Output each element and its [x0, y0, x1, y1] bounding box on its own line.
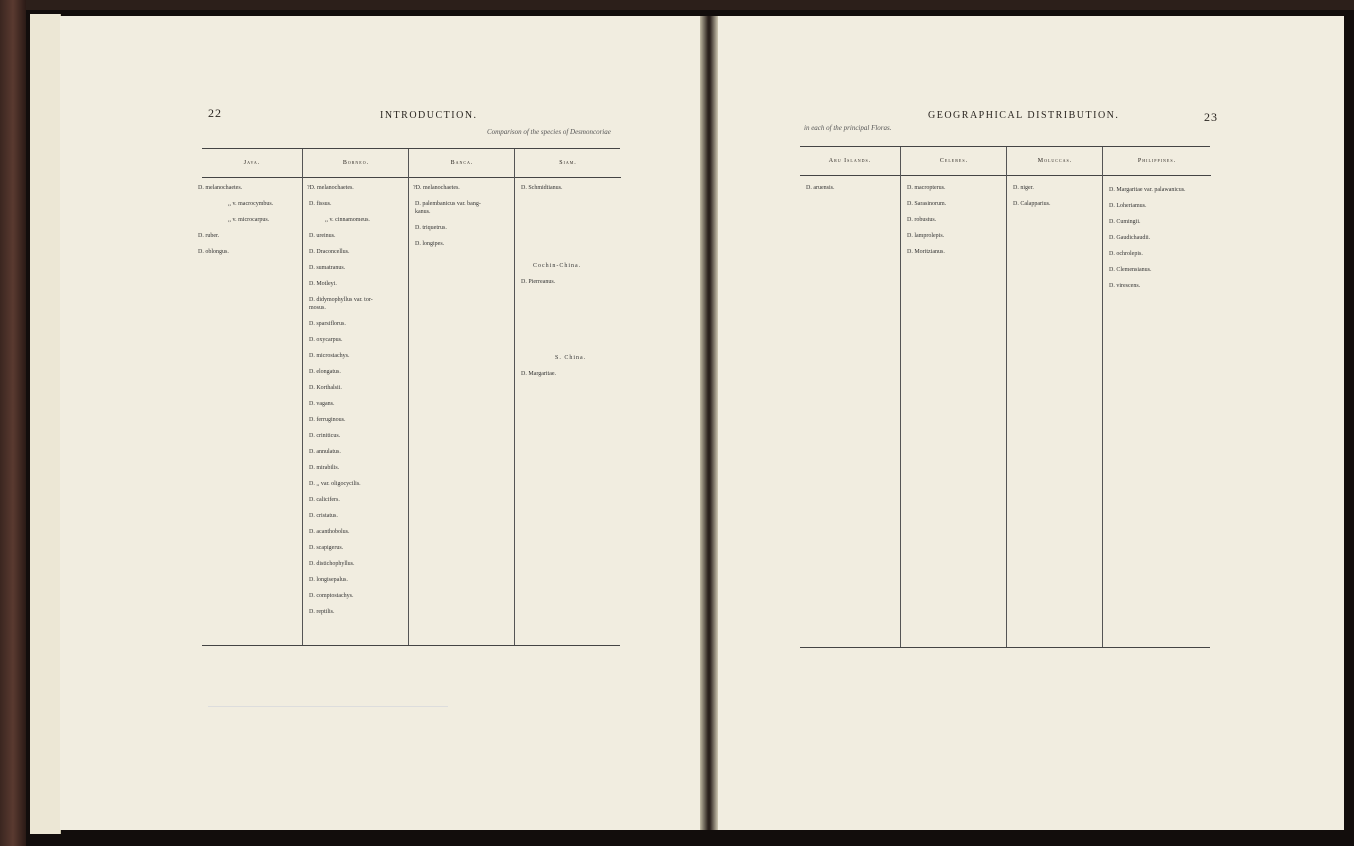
column-header: Borneo. [303, 149, 409, 178]
binding-spine-left [0, 0, 26, 846]
species-entry: D. scapigerus. [309, 545, 344, 551]
species-entry: D. sumatranus. [309, 265, 346, 271]
region-subheading: Cochin-China. [533, 263, 582, 269]
species-entry: D. Pierreanus. [521, 279, 556, 285]
species-entry: D. elongatus. [309, 369, 341, 375]
species-entry: D. ferruginous. [309, 417, 346, 423]
column-siam [514, 149, 621, 645]
column-header: Java. [202, 149, 302, 178]
page-number: 22 [208, 106, 222, 120]
column-header: Banca. [409, 149, 515, 178]
right-page [718, 16, 1344, 830]
species-entry: D. Moritzianus. [907, 249, 945, 255]
species-entry: D. Calapparius. [1013, 201, 1051, 207]
faint-rule [208, 706, 448, 707]
column-header: Moluccas. [1007, 147, 1103, 176]
species-entry: D. Motleyi. [309, 281, 337, 287]
column-philippines [1102, 147, 1211, 647]
column-aru-islands [800, 147, 900, 647]
species-entry: D. criniticus. [309, 433, 341, 439]
species-entry: D. oblongus. [198, 249, 229, 255]
species-entry: D. virescens. [1109, 283, 1141, 289]
species-entry: D. Cumingii. [1109, 219, 1141, 225]
species-entry: D. oxycarpus. [309, 337, 343, 343]
column-borneo [302, 149, 409, 645]
column-moluccas [1006, 147, 1103, 647]
page-number: 23 [1204, 110, 1218, 124]
species-entry: D. ochrolepis. [1109, 251, 1143, 257]
species-entry: ?D. melanochaetes. [307, 185, 354, 191]
running-head: GEOGRAPHICAL DISTRIBUTION. [928, 110, 1120, 121]
species-entry: D. Gaudichaudii. [1109, 235, 1151, 241]
running-head: INTRODUCTION. [380, 110, 478, 121]
species-entry: D. distichophyllus. [309, 561, 355, 567]
table-caption: in each of the principal Floras. [804, 124, 892, 132]
species-entry: D. melanochaetes. [198, 185, 243, 191]
column-celebes [900, 147, 1007, 647]
column-header: Siam. [515, 149, 621, 178]
species-entry: D. vagans. [309, 401, 335, 407]
species-entry: D. Margaritae. [521, 371, 557, 377]
species-entry: D. Loheriamus. [1109, 203, 1147, 209]
species-entry: ,, v. microcarpus. [228, 217, 270, 223]
book-gutter [700, 16, 718, 830]
species-entry: D. ureinus. [309, 233, 336, 239]
species-entry: D. lamprolepis. [907, 233, 945, 239]
species-entry: D. reptilis. [309, 609, 335, 615]
species-entry: D. triquetrus. [415, 225, 447, 231]
species-entry: D. aruensis. [806, 185, 835, 191]
species-entry: kanus. [415, 209, 431, 215]
species-table [800, 146, 1210, 648]
species-entry: D. longisepalus. [309, 577, 348, 583]
species-entry: D. cristatus. [309, 513, 338, 519]
species-entry: D. Schmidtianus. [521, 185, 563, 191]
species-entry: D. acanthobolus. [309, 529, 350, 535]
species-entry: ,, v. cinnamomeus. [325, 217, 370, 223]
species-entry: ,, v. macrocymbus. [228, 201, 274, 207]
species-entry: D. palembanicus var. bang- [415, 201, 481, 207]
species-entry: D. ,, var. oligocycilis. [309, 481, 361, 487]
species-entry: D. niger. [1013, 185, 1034, 191]
species-entry: D. Draconcellus. [309, 249, 350, 255]
column-header: Celebes. [901, 147, 1007, 176]
species-entry: D. fissus. [309, 201, 332, 207]
left-page [60, 16, 700, 830]
region-subheading: S. China. [555, 355, 587, 361]
column-banca [408, 149, 515, 645]
species-entry: D. comptostachys. [309, 593, 354, 599]
species-entry: D. microstachys. [309, 353, 350, 359]
species-entry: D. macropterus. [907, 185, 946, 191]
species-entry: D. ruber. [198, 233, 220, 239]
species-entry: D. Clemensianus. [1109, 267, 1152, 273]
species-entry: D. sparsiflorus. [309, 321, 346, 327]
species-table [198, 148, 620, 646]
column-header: Aru Islands. [800, 147, 900, 176]
table-caption: Comparison of the species of Desmoncoriae [487, 128, 611, 136]
species-entry: D. annulatus. [309, 449, 341, 455]
column-header: Philippines. [1103, 147, 1211, 176]
species-entry: ?D. melanochaetes. [413, 185, 460, 191]
species-entry: D. robustus. [907, 217, 937, 223]
column-java [198, 149, 302, 645]
species-entry: D. Korthalsii. [309, 385, 342, 391]
binding-top [0, 0, 1354, 10]
species-entry: D. Margaritae var. palawanicus. [1109, 187, 1186, 193]
species-entry: mosus. [309, 305, 326, 311]
species-entry: D. longipes. [415, 241, 445, 247]
species-entry: D. didymophyllus var. tor- [309, 297, 373, 303]
species-entry: D. calicifers. [309, 497, 340, 503]
species-entry: D. Sarasinorum. [907, 201, 947, 207]
species-entry: D. mirabilis. [309, 465, 340, 471]
